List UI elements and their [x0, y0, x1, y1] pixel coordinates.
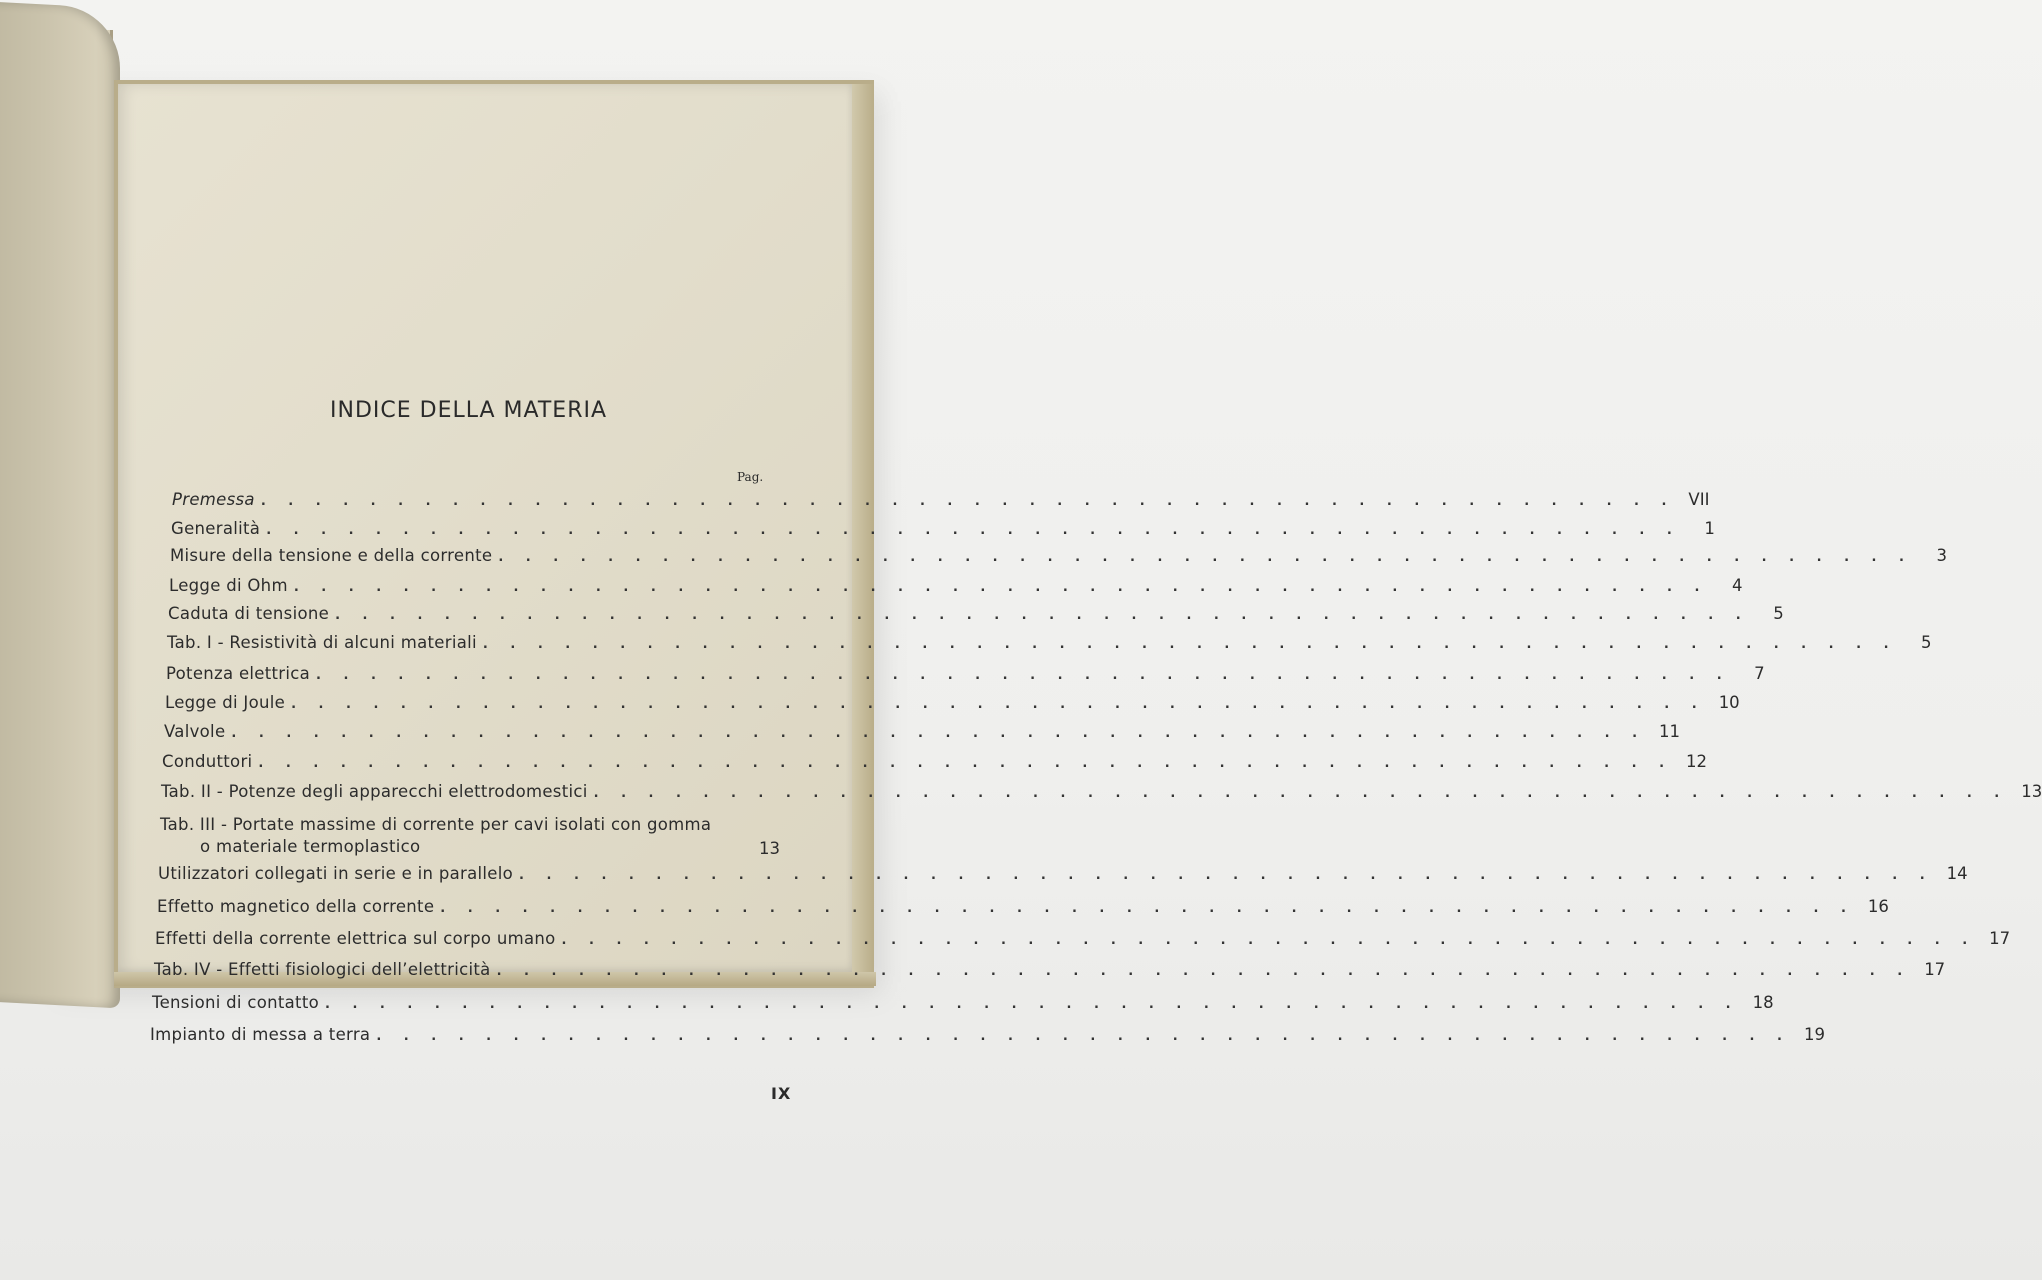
dot-leader: . . . . . . . . . . . . . . . . . . . . . . . . . . . . . . . . . . . . . . . . . . . . . . . . . . . .	[258, 756, 1674, 771]
toc-entry	[157, 897, 1889, 921]
toc-entry	[165, 693, 1740, 717]
toc-entry-page: 10	[1718, 693, 1740, 712]
toc-entry-page: 11	[1659, 722, 1681, 741]
dot-leader: . . . . . . . . . . . . . . . . . . . . . . . . . . . . . . . . . . . . . . . . . . . . . . . . . . . .	[325, 997, 1740, 1012]
toc-entry	[167, 633, 1932, 657]
toc-entry-page: 14	[1946, 864, 1968, 883]
toc-entry-page: 13	[759, 839, 780, 858]
toc-entry-label: Tab. III - Portate massime di corrente per cavi isolati con gomma	[160, 815, 712, 834]
toc-entry-page: 13	[2021, 782, 2042, 801]
toc-entry-label: Utilizzatori collegati in serie e in parallelo	[158, 864, 514, 883]
toc-entry	[166, 664, 1765, 688]
dot-leader: . . . . . . . . . . . . . . . . . . . . . . . . . . . . . . . . . . . . . . . . . . . . . . . . . . . .	[482, 637, 1898, 652]
dot-leader: . . . . . . . . . . . . . . . . . . . . . . . . . . . . . . . . . . . . . . . . . . . . . . . . . . . .	[316, 668, 1731, 683]
left-page	[0, 0, 120, 1008]
toc-entry	[168, 604, 1784, 628]
toc-entry-label: Potenza elettrica	[166, 664, 311, 683]
toc-entry-label: Premessa	[172, 490, 255, 509]
toc-entry-label: Legge di Joule	[165, 693, 286, 712]
toc-entry-page: VII	[1688, 490, 1710, 509]
dot-leader: . . . . . . . . . . . . . . . . . . . . . . . . . . . . . . . . . . . . . . . . . . . . . . . . . . . .	[593, 786, 2009, 801]
dot-leader: . . . . . . . . . . . . . . . . . . . . . . . . . . . . . . . . . . . . . . . . . . . . . . . . . . . .	[376, 1029, 1791, 1044]
toc-entry-label: Tab. IV - Effetti fisiologici dell’elettricità	[154, 960, 491, 979]
toc-entry-label: Misure della tensione e della corrente	[170, 546, 493, 565]
toc-entry-label: Legge di Ohm	[169, 576, 288, 595]
toc-entry-page: 3	[1936, 546, 1947, 565]
toc-entry-label-multiline	[160, 814, 711, 858]
dot-leader: . . . . . . . . . . . . . . . . . . . . . . . . . . . . . . . . . . . . . . . . . . . . . . . . . . . .	[498, 550, 1913, 565]
toc-entry-page: 5	[1773, 604, 1784, 623]
dot-leader: . . . . . . . . . . . . . . . . . . . . . . . . . . . . . . . . . . . . . . . . . . . . . . . . . . . .	[231, 726, 1647, 741]
toc-entry-label: Effetto magnetico della corrente	[157, 897, 435, 916]
toc-entry	[172, 490, 1710, 514]
toc-entry	[154, 960, 1946, 984]
dot-leader: . . . . . . . . . . . . . . . . . . . . . . . . . . . . . . . . . . . . . . . . . . . . . . . . . . . .	[291, 697, 1706, 712]
dot-leader: . . . . . . . . . . . . . . . . . . . . . . . . . . . . . . . . . . . . . . . . . . . . . . . . . . . .	[260, 494, 1676, 509]
toc-entry-label: Tab. I - Resistività di alcuni materiali	[167, 633, 477, 652]
toc-entry-label-line2: o materiale termoplastico	[200, 837, 421, 856]
toc-entry	[169, 576, 1743, 600]
toc-entry-page: 18	[1752, 993, 1774, 1012]
toc-entry-label: Conduttori	[162, 752, 253, 771]
toc-entry	[150, 1025, 1825, 1049]
dot-leader: . . . . . . . . . . . . . . . . . . . . . . . . . . . . . . . . . . . . . . . . . . . . . . . . . . . .	[519, 868, 1934, 883]
toc-entry-page: 1	[1704, 519, 1715, 538]
page-title: INDICE DELLA MATERIA	[330, 398, 608, 423]
toc-entry-page: 7	[1754, 664, 1765, 683]
dot-leader: . . . . . . . . . . . . . . . . . . . . . . . . . . . . . . . . . . . . . . . . . . . . . . . . . . . .	[293, 580, 1709, 595]
toc-entry	[171, 519, 1715, 543]
dot-leader: . . . . . . . . . . . . . . . . . . . . . . . . . . . . . . . . . . . . . . . . . . . . . . . . . . . .	[335, 608, 1750, 623]
dot-leader: . . . . . . . . . . . . . . . . . . . . . . . . . . . . . . . . . . . . . . . . . . . . . . . . . . . .	[561, 933, 1977, 948]
toc-entry	[162, 752, 1708, 776]
dot-leader: . . . . . . . . . . . . . . . . . . . . . . . . . . . . . . . . . . . . . . . . . . . . . . . . . . . .	[440, 901, 1855, 916]
toc-entry-label: Tensioni di contatto	[152, 993, 319, 1012]
page-column-label: Pag.	[737, 470, 764, 484]
page-number: IX	[771, 1084, 792, 1103]
toc-entry	[170, 546, 1947, 570]
toc-entry-page: 12	[1686, 752, 1708, 771]
dot-leader: . . . . . . . . . . . . . . . . . . . . . . . . . . . . . . . . . . . . . . . . . . . . . . . . . . . .	[266, 523, 1681, 538]
toc-entry-page: 16	[1867, 897, 1889, 916]
toc-entry	[161, 782, 2042, 806]
toc-entry-label: Caduta di tensione	[168, 604, 330, 623]
toc-entry-page: 17	[1989, 929, 2011, 948]
toc-entry-page: 5	[1921, 633, 1932, 652]
toc-entry	[152, 993, 1774, 1017]
toc-entry	[155, 929, 2011, 953]
toc-entry-label: Effetti della corrente elettrica sul corpo umano	[155, 929, 556, 948]
toc-entry	[160, 810, 780, 858]
toc-entry-label: Tab. II - Potenze degli apparecchi elettrodomestici	[161, 782, 588, 801]
toc-entry-page: 17	[1924, 960, 1946, 979]
toc-entry-label: Generalità	[171, 519, 261, 538]
toc-entry-page: 19	[1803, 1025, 1825, 1044]
toc-entry-label: Valvole	[164, 722, 226, 741]
toc-entry-label: Impianto di messa a terra	[150, 1025, 371, 1044]
toc-entry	[158, 864, 1968, 888]
dot-leader: . . . . . . . . . . . . . . . . . . . . . . . . . . . . . . . . . . . . . . . . . . . . . . . . . . . .	[496, 964, 1912, 979]
toc-entry	[164, 722, 1681, 746]
toc-entry-page: 4	[1731, 576, 1743, 595]
